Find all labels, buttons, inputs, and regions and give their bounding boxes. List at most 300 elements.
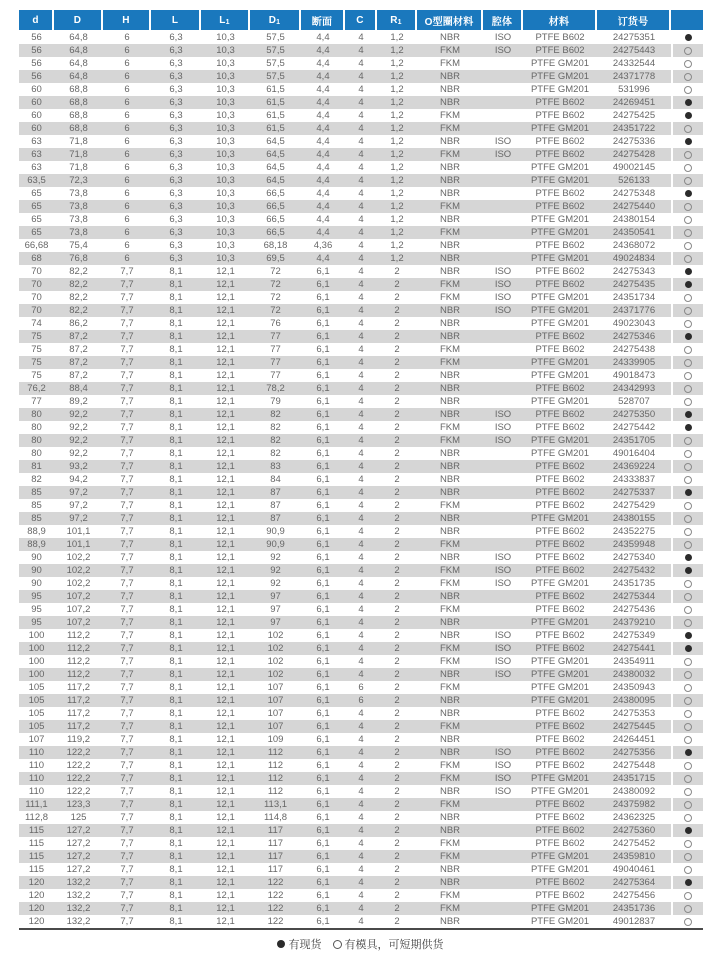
mold-available-dot-icon [684, 60, 692, 68]
cell-R1: 1,2 [390, 110, 404, 121]
cell-C: 4 [358, 58, 364, 69]
table-row[interactable] [19, 551, 703, 564]
table-row[interactable] [19, 642, 703, 655]
cell-L: 6,3 [169, 32, 183, 43]
cell-cross-section: 6,1 [316, 331, 330, 342]
cell-L: 8,1 [169, 838, 183, 849]
cell-D: 64,8 [69, 71, 88, 82]
table-row[interactable] [19, 109, 703, 122]
table-row[interactable] [19, 57, 703, 70]
cell-cross-section: 4,36 [313, 240, 333, 251]
cell-H: 7,7 [120, 487, 134, 498]
table-row[interactable] [19, 694, 703, 707]
table-row[interactable] [19, 915, 703, 928]
cell-order-no: 24371776 [612, 305, 656, 316]
table-row[interactable] [19, 70, 703, 83]
cell-order-no: 49040461 [612, 864, 656, 875]
table-row[interactable] [19, 31, 703, 44]
cell-material: PTFE B602 [535, 591, 585, 602]
cell-R1: 1,2 [390, 253, 404, 264]
cell-L: 8,1 [169, 591, 183, 602]
cell-L: 8,1 [169, 552, 183, 563]
mold-available-dot-icon [684, 775, 692, 783]
cell-C: 4 [358, 890, 364, 901]
cell-H: 7,7 [120, 695, 134, 706]
stock-indicator-cell [671, 187, 703, 200]
table-row[interactable] [19, 291, 703, 304]
cell-cross-section: 4,4 [316, 253, 330, 264]
cell-d: 63 [31, 162, 42, 173]
cell-C: 4 [358, 552, 364, 563]
cell-D: 87,2 [69, 370, 88, 381]
cell-cavity [483, 850, 523, 863]
cell-order-no: 24351736 [612, 903, 656, 914]
table-row[interactable] [19, 278, 703, 291]
cell-order-no: 24332544 [612, 58, 656, 69]
cell-C: 4 [358, 812, 364, 823]
cell-C: 4 [358, 487, 364, 498]
cell-d: 120 [28, 903, 45, 914]
cell-D1: 66,5 [266, 188, 285, 199]
cell-H: 7,7 [120, 877, 134, 888]
cell-d: 120 [28, 890, 45, 901]
table-row[interactable] [19, 161, 703, 174]
cell-material: PTFE GM201 [530, 214, 590, 225]
cell-D1: 68,18 [263, 240, 288, 251]
cell-cavity [483, 837, 523, 850]
cell-D: 68,8 [69, 110, 88, 121]
table-row[interactable] [19, 434, 703, 447]
in-stock-dot-icon [685, 827, 692, 834]
cell-cross-section: 6,1 [316, 513, 330, 524]
table-row[interactable] [19, 824, 703, 837]
cell-H: 7,7 [120, 682, 134, 693]
cell-cavity: ISO [494, 786, 512, 797]
cell-D1: 122 [267, 877, 284, 888]
table-row[interactable] [19, 148, 703, 161]
cell-L: 6,3 [169, 136, 183, 147]
table-row[interactable] [19, 603, 703, 616]
cell-L: 8,1 [169, 526, 183, 537]
cell-R1: 2 [394, 617, 400, 628]
table-row[interactable] [19, 421, 703, 434]
stock-indicator-cell [671, 122, 703, 135]
cell-D: 93,2 [69, 461, 88, 472]
cell-d: 56 [31, 71, 42, 82]
table-row[interactable] [19, 837, 703, 850]
cell-material: PTFE GM201 [530, 71, 590, 82]
cell-cavity [483, 473, 523, 486]
cell-order-no: 24275452 [612, 838, 656, 849]
table-row[interactable] [19, 252, 703, 265]
cell-cross-section: 6,1 [316, 812, 330, 823]
cell-oring-material: NBR [439, 591, 461, 602]
cell-R1: 2 [394, 630, 400, 641]
table-row[interactable] [19, 122, 703, 135]
cell-L: 6,3 [169, 253, 183, 264]
cell-R1: 2 [394, 383, 400, 394]
mold-available-dot-icon [684, 73, 692, 81]
cell-D1: 61,5 [266, 110, 285, 121]
table-row[interactable] [19, 863, 703, 876]
table-row[interactable] [19, 655, 703, 668]
cell-oring-material: FKM [439, 565, 461, 576]
table-row[interactable] [19, 707, 703, 720]
cell-cavity [483, 343, 523, 356]
stock-indicator-cell [671, 525, 703, 538]
cell-cavity [483, 174, 523, 187]
cell-cross-section: 6,1 [316, 760, 330, 771]
cell-D1: 72 [270, 279, 281, 290]
cell-cavity: ISO [494, 305, 512, 316]
cell-D: 101,1 [66, 539, 91, 550]
cell-C: 4 [358, 565, 364, 576]
cell-D: 64,8 [69, 58, 88, 69]
column-header-L1: L $_1$ [201, 10, 250, 30]
legend-in-stock [277, 939, 321, 951]
mold-available-dot-icon [684, 580, 692, 588]
table-row[interactable] [19, 590, 703, 603]
cell-order-no: 24275438 [612, 344, 656, 355]
stock-indicator-cell [671, 252, 703, 265]
table-row[interactable] [19, 499, 703, 512]
table-row[interactable] [19, 213, 703, 226]
cell-L: 8,1 [169, 669, 183, 680]
cell-D1: 64,5 [266, 162, 285, 173]
table-row[interactable] [19, 96, 703, 109]
cell-cavity [483, 915, 523, 928]
cell-cavity: ISO [494, 565, 512, 576]
cell-material: PTFE B602 [535, 266, 585, 277]
cell-cross-section: 6,1 [316, 825, 330, 836]
cell-H: 7,7 [120, 357, 134, 368]
stock-indicator-cell [671, 746, 703, 759]
cell-L1: 10,3 [216, 188, 235, 199]
table-row[interactable] [19, 759, 703, 772]
cell-order-no: 24275445 [612, 721, 656, 732]
stock-indicator-cell [671, 707, 703, 720]
table-row[interactable] [19, 876, 703, 889]
stock-indicator-cell [671, 291, 703, 304]
cell-cavity [483, 96, 523, 109]
cell-R1: 1,2 [390, 123, 404, 134]
stock-indicator-cell [671, 161, 703, 174]
cell-L: 8,1 [169, 825, 183, 836]
cell-cavity: ISO [494, 747, 512, 758]
cell-L1: 10,3 [216, 162, 235, 173]
cell-L1: 12,1 [216, 591, 235, 602]
cell-material: PTFE B602 [535, 825, 585, 836]
cell-d: 115 [28, 825, 45, 836]
cell-order-no: 24275440 [612, 201, 656, 212]
table-row[interactable] [19, 317, 703, 330]
cell-d: 65 [31, 188, 42, 199]
cell-d: 60 [31, 110, 42, 121]
cell-order-no: 24351734 [612, 292, 656, 303]
table-row[interactable] [19, 447, 703, 460]
table-row[interactable] [19, 187, 703, 200]
cell-L: 8,1 [169, 396, 183, 407]
table-row[interactable] [19, 473, 703, 486]
table-row[interactable] [19, 330, 703, 343]
table-row[interactable] [19, 44, 703, 57]
cell-R1: 2 [394, 604, 400, 615]
cell-D: 117,2 [66, 682, 91, 693]
cell-order-no: 49024834 [612, 253, 656, 264]
cell-R1: 2 [394, 864, 400, 875]
cell-L1: 12,1 [216, 318, 235, 329]
cell-order-no: 24380095 [612, 695, 656, 706]
cell-L: 6,3 [169, 45, 183, 56]
cell-C: 4 [358, 877, 364, 888]
table-row[interactable] [19, 798, 703, 811]
cell-L: 8,1 [169, 409, 183, 420]
cell-D: 89,2 [69, 396, 88, 407]
cell-L1: 12,1 [216, 838, 235, 849]
mold-available-dot-icon [684, 164, 692, 172]
cell-C: 4 [358, 786, 364, 797]
cell-R1: 2 [394, 370, 400, 381]
cell-cavity [483, 733, 523, 746]
cell-H: 7,7 [120, 422, 134, 433]
cell-R1: 2 [394, 500, 400, 511]
cell-D: 92,2 [69, 422, 88, 433]
table-row[interactable] [19, 811, 703, 824]
table-row[interactable] [19, 616, 703, 629]
cell-oring-material: NBR [439, 175, 461, 186]
cell-D: 122,2 [66, 786, 91, 797]
cell-oring-material: FKM [439, 578, 461, 589]
cell-cross-section: 6,1 [316, 344, 330, 355]
cell-L: 8,1 [169, 630, 183, 641]
cell-order-no: 24380092 [612, 786, 656, 797]
cell-cross-section: 6,1 [316, 747, 330, 758]
cell-oring-material: NBR [439, 734, 461, 745]
cell-R1: 2 [394, 487, 400, 498]
mold-available-dot-icon [684, 372, 692, 380]
cell-R1: 2 [394, 786, 400, 797]
table-row[interactable] [19, 720, 703, 733]
table-row[interactable] [19, 408, 703, 421]
table-row[interactable] [19, 668, 703, 681]
cell-cross-section: 6,1 [316, 422, 330, 433]
cell-cavity: ISO [494, 409, 512, 420]
cell-D1: 72 [270, 266, 281, 277]
table-row[interactable] [19, 356, 703, 369]
cell-material: PTFE GM201 [530, 175, 590, 186]
cell-oring-material: FKM [439, 890, 461, 901]
mold-available-dot-icon [684, 814, 692, 822]
stock-indicator-cell [671, 629, 703, 642]
table-row[interactable] [19, 733, 703, 746]
table-row[interactable] [19, 850, 703, 863]
cell-order-no: 24275435 [612, 279, 656, 290]
stock-indicator-cell [671, 96, 703, 109]
table-row[interactable] [19, 772, 703, 785]
cell-L1: 10,3 [216, 253, 235, 264]
cell-cavity [483, 200, 523, 213]
stock-indicator-cell [671, 226, 703, 239]
cell-D1: 64,5 [266, 175, 285, 186]
cell-order-no: 24350943 [612, 682, 656, 693]
table-row[interactable] [19, 577, 703, 590]
cell-oring-material: FKM [439, 45, 461, 56]
cell-C: 6 [358, 695, 364, 706]
cell-L: 8,1 [169, 812, 183, 823]
cell-H: 6 [124, 149, 130, 160]
table-row[interactable] [19, 265, 703, 278]
table-row[interactable] [19, 629, 703, 642]
table-row[interactable] [19, 525, 703, 538]
cell-L1: 10,3 [216, 149, 235, 160]
cell-D1: 77 [270, 357, 281, 368]
cell-D1: 87 [270, 513, 281, 524]
table-row[interactable] [19, 746, 703, 759]
table-row[interactable] [19, 83, 703, 96]
cell-d: 110 [28, 760, 45, 771]
cell-d: 88,9 [27, 539, 46, 550]
cell-L: 8,1 [169, 773, 183, 784]
cell-L1: 12,1 [216, 695, 235, 706]
cell-cross-section: 6,1 [316, 591, 330, 602]
cell-oring-material: FKM [439, 838, 461, 849]
table-row[interactable] [19, 369, 703, 382]
table-row[interactable] [19, 681, 703, 694]
table-row[interactable] [19, 304, 703, 317]
mold-available-dot-icon [684, 502, 692, 510]
cell-C: 4 [358, 292, 364, 303]
table-row[interactable] [19, 785, 703, 798]
cell-oring-material: NBR [439, 461, 461, 472]
cell-D: 97,2 [69, 513, 88, 524]
cell-D1: 79 [270, 396, 281, 407]
cell-d: 65 [31, 214, 42, 225]
cell-order-no: 24275360 [612, 825, 656, 836]
table-body [19, 31, 703, 928]
cell-L1: 12,1 [216, 422, 235, 433]
cell-L1: 12,1 [216, 643, 235, 654]
cell-D: 117,2 [66, 708, 91, 719]
cell-d: 81 [31, 461, 42, 472]
cell-L1: 12,1 [216, 682, 235, 693]
cell-C: 4 [358, 266, 364, 277]
cell-C: 4 [358, 734, 364, 745]
cell-L1: 12,1 [216, 916, 235, 927]
cell-d: 115 [28, 838, 45, 849]
cell-L1: 12,1 [216, 604, 235, 615]
mold-available-dot-icon [684, 385, 692, 393]
table-row[interactable] [19, 538, 703, 551]
stock-indicator-cell [671, 551, 703, 564]
cell-L1: 12,1 [216, 409, 235, 420]
cell-L1: 12,1 [216, 396, 235, 407]
cell-D: 86,2 [69, 318, 88, 329]
table-row[interactable] [19, 200, 703, 213]
cell-H: 7,7 [120, 513, 134, 524]
cell-D1: 97 [270, 604, 281, 615]
cell-d: 90 [31, 565, 42, 576]
cell-D1: 90,9 [266, 526, 285, 537]
table-row[interactable] [19, 382, 703, 395]
cell-L1: 12,1 [216, 617, 235, 628]
cell-d: 60 [31, 97, 42, 108]
mold-available-dot-icon [684, 320, 692, 328]
cell-cross-section: 6,1 [316, 539, 330, 550]
table-row[interactable] [19, 239, 703, 252]
cell-d: 80 [31, 422, 42, 433]
cell-H: 7,7 [120, 448, 134, 459]
table-row[interactable] [19, 512, 703, 525]
table-row[interactable] [19, 226, 703, 239]
cell-oring-material: FKM [439, 721, 461, 732]
mold-available-dot-icon [684, 86, 692, 94]
cell-d: 70 [31, 305, 42, 316]
cell-L: 8,1 [169, 682, 183, 693]
cell-L: 8,1 [169, 851, 183, 862]
cell-D: 88,4 [69, 383, 88, 394]
table-row[interactable] [19, 889, 703, 902]
cell-R1: 2 [394, 812, 400, 823]
cell-L: 6,3 [169, 123, 183, 134]
cell-cavity: ISO [494, 32, 512, 43]
cell-cross-section: 6,1 [316, 435, 330, 446]
cell-H: 7,7 [120, 604, 134, 615]
cell-H: 7,7 [120, 552, 134, 563]
cell-D1: 66,5 [266, 214, 285, 225]
cell-order-no: 24275364 [612, 877, 656, 888]
table-row[interactable] [19, 460, 703, 473]
stock-indicator-cell [671, 603, 703, 616]
cell-material: PTFE B602 [535, 890, 585, 901]
cell-material: PTFE B602 [535, 799, 585, 810]
column-header-order-no: 订货号 [597, 10, 671, 30]
cell-order-no: 24275348 [612, 188, 656, 199]
cell-R1: 2 [394, 695, 400, 706]
cell-D: 107,2 [66, 591, 91, 602]
table-row[interactable] [19, 174, 703, 187]
cell-L1: 12,1 [216, 656, 235, 667]
table-row[interactable] [19, 343, 703, 356]
cell-C: 4 [358, 916, 364, 927]
cell-C: 4 [358, 396, 364, 407]
cell-cross-section: 4,4 [316, 162, 330, 173]
table-row[interactable] [19, 486, 703, 499]
cell-H: 7,7 [120, 396, 134, 407]
cell-material: PTFE B602 [535, 500, 585, 511]
table-row[interactable] [19, 564, 703, 577]
cell-H: 7,7 [120, 292, 134, 303]
cell-material: PTFE B602 [535, 461, 585, 472]
cell-oring-material: NBR [439, 448, 461, 459]
cell-d: 100 [28, 669, 45, 680]
cell-L1: 12,1 [216, 552, 235, 563]
stock-indicator-cell [671, 460, 703, 473]
table-row[interactable] [19, 135, 703, 148]
cell-d: 63 [31, 149, 42, 160]
table-row[interactable] [19, 395, 703, 408]
cell-D1: 117 [267, 851, 284, 862]
cell-L1: 12,1 [216, 578, 235, 589]
cell-order-no: 24380154 [612, 214, 656, 225]
cell-d: 110 [28, 747, 45, 758]
cell-L1: 10,3 [216, 110, 235, 121]
cell-C: 4 [358, 513, 364, 524]
cell-d: 80 [31, 448, 42, 459]
table-row[interactable] [19, 902, 703, 915]
cell-H: 7,7 [120, 916, 134, 927]
cell-L: 8,1 [169, 916, 183, 927]
cell-C: 4 [358, 643, 364, 654]
